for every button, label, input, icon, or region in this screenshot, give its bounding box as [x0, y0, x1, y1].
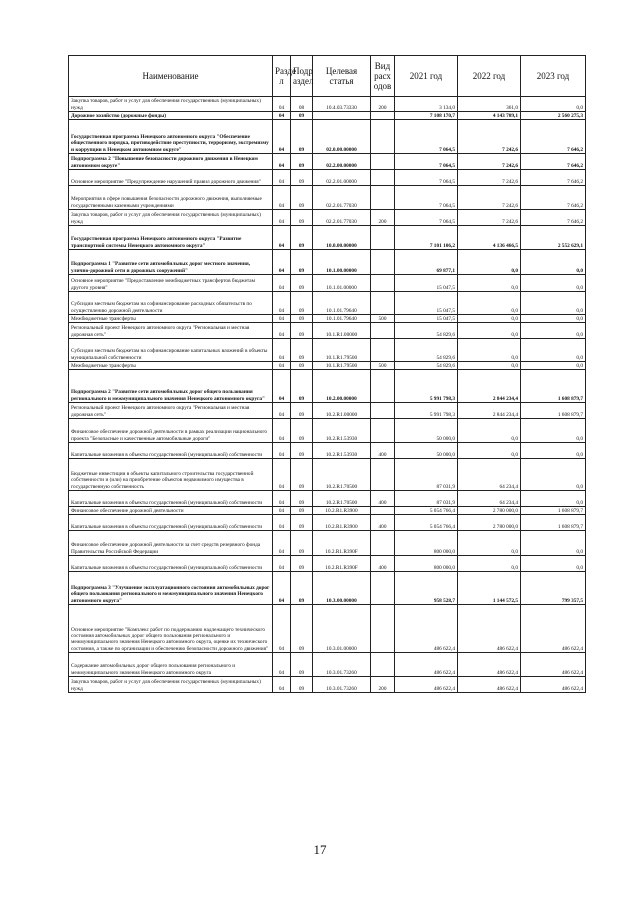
cell-2022: 0,0: [458, 315, 521, 323]
cell-2023: 0,0: [521, 556, 586, 572]
cell-2021: 50 000,0: [395, 443, 458, 459]
cell-expense-type: 400: [371, 515, 395, 531]
cell-name: Капитальные вложения в объекты государственной (муниципальной) собственности: [69, 443, 273, 459]
cell-2022: 486 622,4: [458, 653, 521, 677]
table-row: [69, 120, 586, 154]
cell-target-article: 10.3.01.00000: [313, 605, 371, 653]
cell-2021: 7 101 106,2: [395, 226, 458, 250]
cell-target-article: 10.1.01.79640: [313, 315, 371, 323]
cell-target-article: 10.3.01.73260: [313, 653, 371, 677]
cell-target-article: 02.2.01.00000: [313, 170, 371, 186]
cell-target-article: 10.1.R1.00000: [313, 323, 371, 339]
cell-razdel: 04: [273, 605, 291, 653]
cell-name: Государственная программа Ненецкого автономного округа "Обеспечение общественного порядка, противодействие преступности, терроризму, экстремизму и коррупции в Ненецком автономном округе": [69, 120, 273, 154]
cell-name: Основное мероприятие "Предупреждение нарушений правил дорожного движения": [69, 170, 273, 186]
header-expense-type: Вид расх одов: [371, 56, 395, 97]
cell-2023: 1 608 879,7: [521, 403, 586, 419]
cell-2021: 5 054 766,4: [395, 507, 458, 515]
cell-razdel: 04: [273, 370, 291, 403]
cell-2022: 7 242,6: [458, 186, 521, 210]
cell-podrazdel: 09: [291, 419, 313, 443]
cell-expense-type: 400: [371, 556, 395, 572]
cell-2021: 15 047,5: [395, 292, 458, 315]
cell-razdel: 04: [273, 170, 291, 186]
cell-expense-type: [371, 531, 395, 556]
cell-razdel: 04: [273, 677, 291, 693]
cell-2023: 2 552 629,1: [521, 226, 586, 250]
cell-podrazdel: 09: [291, 323, 313, 339]
cell-2021: 5 991 798,3: [395, 403, 458, 419]
cell-expense-type: [371, 459, 395, 491]
cell-2021: 87 031,9: [395, 459, 458, 491]
cell-razdel: 04: [273, 531, 291, 556]
cell-2021: 7 064,5: [395, 120, 458, 154]
cell-name: Содержание автомобильных дорог общего пользования регионального и межмуниципального значения Ненецкого автономного округа: [69, 653, 273, 677]
cell-2023: 0,0: [521, 531, 586, 556]
cell-2021: 486 622,4: [395, 605, 458, 653]
table-row: [69, 370, 586, 403]
cell-name: Бюджетные инвестиции в объекты капитального строительства государственной собственности и (или) на приобретение объектов недвижимого имущества в государственную собственность: [69, 459, 273, 491]
cell-2023: 0,0: [521, 97, 586, 112]
cell-expense-type: 400: [371, 443, 395, 459]
cell-target-article: 10.1.01.00000: [313, 275, 371, 292]
cell-2023: 1 608 879,7: [521, 370, 586, 403]
cell-expense-type: 500: [371, 362, 395, 370]
table-row: [69, 556, 586, 572]
cell-target-article: 10.2.R1.53930: [313, 419, 371, 443]
cell-razdel: 04: [273, 323, 291, 339]
cell-2021: 958 528,7: [395, 572, 458, 605]
cell-2021: 54 829,6: [395, 362, 458, 370]
cell-razdel: 04: [273, 403, 291, 419]
cell-2023: 2 560 275,3: [521, 112, 586, 120]
cell-2022: 7 242,6: [458, 210, 521, 226]
cell-expense-type: [371, 572, 395, 605]
cell-2023: 7 646,2: [521, 186, 586, 210]
table-row: [69, 507, 586, 515]
table-body: [69, 97, 586, 693]
cell-podrazdel: 09: [291, 120, 313, 154]
cell-2023: 0,0: [521, 339, 586, 362]
cell-2022: 7 242,6: [458, 154, 521, 170]
header-name: Наименование: [69, 56, 273, 97]
table-row: [69, 170, 586, 186]
header-target-article: Целевая статья: [313, 56, 371, 97]
cell-2021: 486 622,4: [395, 677, 458, 693]
cell-2021: 5 991 798,3: [395, 370, 458, 403]
header-razdel: Разде л: [273, 56, 291, 97]
cell-2023: 0,0: [521, 443, 586, 459]
cell-podrazdel: 09: [291, 210, 313, 226]
cell-name: Субсидии местным бюджетам на софинансирование капитальных вложений в объекты муниципальной собственности: [69, 339, 273, 362]
table-row: [69, 531, 586, 556]
cell-2022: 0,0: [458, 556, 521, 572]
cell-name: Финансовое обеспечение дорожной деятельности в рамках реализации национального проекта "Безопасные и качественные автомобильные дороги": [69, 419, 273, 443]
cell-name: Региональный проект Ненецкого автономного округа "Региональная и местная дорожная сеть": [69, 323, 273, 339]
cell-2023: 0,0: [521, 315, 586, 323]
table-row: [69, 275, 586, 292]
header-year-2022: 2022 год: [458, 56, 521, 97]
cell-podrazdel: 09: [291, 507, 313, 515]
cell-razdel: 04: [273, 507, 291, 515]
cell-razdel: 04: [273, 653, 291, 677]
cell-2022: 0,0: [458, 250, 521, 275]
cell-2021: 50 000,0: [395, 419, 458, 443]
cell-name: Основное мероприятие "Предоставление межбюджетных трансфертов бюджетам другого уровня": [69, 275, 273, 292]
cell-2022: 64 234,4: [458, 459, 521, 491]
table-row: [69, 97, 586, 112]
cell-podrazdel: 09: [291, 459, 313, 491]
cell-target-article: 02.2.01.77030: [313, 186, 371, 210]
table-row: [69, 250, 586, 275]
cell-expense-type: [371, 339, 395, 362]
cell-name: Капитальные вложения в объекты государственной (муниципальной) собственности: [69, 556, 273, 572]
table-row: [69, 323, 586, 339]
cell-razdel: 04: [273, 186, 291, 210]
cell-2022: 7 242,6: [458, 120, 521, 154]
cell-2023: 486 622,4: [521, 677, 586, 693]
table-row: [69, 362, 586, 370]
header-year-2021: 2021 год: [395, 56, 458, 97]
cell-2022: 486 622,4: [458, 605, 521, 653]
cell-2021: 54 829,6: [395, 339, 458, 362]
cell-name: Межбюджетные трансферты: [69, 362, 273, 370]
cell-name: Мероприятия в сфере повышения безопасности дорожного движения, выполняемые государственными казенными учреждениями: [69, 186, 273, 210]
cell-expense-type: [371, 403, 395, 419]
cell-podrazdel: 09: [291, 403, 313, 419]
cell-2022: 4 143 709,1: [458, 112, 521, 120]
cell-podrazdel: 09: [291, 653, 313, 677]
table-row: [69, 339, 586, 362]
cell-name: Межбюджетные трансферты: [69, 315, 273, 323]
cell-podrazdel: 09: [291, 362, 313, 370]
cell-target-article: 10.3.01.73260: [313, 677, 371, 693]
cell-target-article: 02.0.00.00000: [313, 120, 371, 154]
cell-2021: 5 054 766,4: [395, 515, 458, 531]
cell-expense-type: [371, 653, 395, 677]
cell-podrazdel: 09: [291, 170, 313, 186]
cell-podrazdel: 09: [291, 275, 313, 292]
cell-2021: 800 000,0: [395, 531, 458, 556]
cell-razdel: 04: [273, 459, 291, 491]
cell-podrazdel: 09: [291, 250, 313, 275]
cell-razdel: 04: [273, 515, 291, 531]
table-row: [69, 515, 586, 531]
cell-2022: 2 844 234,4: [458, 403, 521, 419]
cell-2021: 69 877,1: [395, 250, 458, 275]
table-row: [69, 210, 586, 226]
cell-2022: 7 242,6: [458, 170, 521, 186]
cell-2021: 15 047,5: [395, 315, 458, 323]
cell-2021: 7 108 170,7: [395, 112, 458, 120]
cell-target-article: 10.1.01.79640: [313, 292, 371, 315]
cell-target-article: 10.1.R1.79500: [313, 339, 371, 362]
cell-2023: 799 357,5: [521, 572, 586, 605]
cell-target-article: 10.2.R1.R390F: [313, 531, 371, 556]
cell-razdel: 04: [273, 112, 291, 120]
cell-2023: 0,0: [521, 275, 586, 292]
cell-2022: 0,0: [458, 323, 521, 339]
cell-2021: 486 622,4: [395, 653, 458, 677]
cell-target-article: 10.4.03.73330: [313, 97, 371, 112]
cell-expense-type: 200: [371, 97, 395, 112]
cell-2021: 7 064,5: [395, 186, 458, 210]
cell-expense-type: [371, 323, 395, 339]
cell-expense-type: [371, 226, 395, 250]
header-year-2023: 2023 год: [521, 56, 586, 97]
cell-2022: 2 780 000,0: [458, 507, 521, 515]
cell-2023: 0,0: [521, 292, 586, 315]
cell-name: Дорожное хозяйство (дорожные фонды): [69, 112, 273, 120]
cell-2022: 0,0: [458, 531, 521, 556]
cell-razdel: 04: [273, 362, 291, 370]
cell-podrazdel: 09: [291, 186, 313, 210]
cell-target-article: 02.2.01.77030: [313, 210, 371, 226]
cell-expense-type: 200: [371, 210, 395, 226]
cell-razdel: 04: [273, 443, 291, 459]
cell-2023: 0,0: [521, 459, 586, 491]
cell-2021: 87 031,9: [395, 491, 458, 507]
cell-razdel: 04: [273, 226, 291, 250]
cell-name: Капитальные вложения в объекты государственной (муниципальной) собственности: [69, 515, 273, 531]
cell-2023: 0,0: [521, 323, 586, 339]
cell-razdel: 04: [273, 556, 291, 572]
header-podrazdel: Подр аздел: [291, 56, 313, 97]
cell-target-article: 10.2.R1.R3900: [313, 507, 371, 515]
cell-name: Основное мероприятие "Комплекс работ по поддержанию надлежащего технического состояния автомобильных дорог общего пользования регионального и межмуниципального значения Ненецкого автономного округа, оценке их технического состояния, а также по организации и обеспечению безопасности дорожного движения": [69, 605, 273, 653]
cell-2023: 7 646,2: [521, 210, 586, 226]
cell-expense-type: 500: [371, 315, 395, 323]
cell-razdel: 04: [273, 419, 291, 443]
cell-2022: 4 136 466,5: [458, 226, 521, 250]
cell-target-article: 10.2.R1.R3900: [313, 515, 371, 531]
cell-podrazdel: 09: [291, 154, 313, 170]
cell-2023: 1 608 879,7: [521, 507, 586, 515]
cell-podrazdel: 09: [291, 605, 313, 653]
cell-2022: 486 622,4: [458, 677, 521, 693]
cell-podrazdel: 09: [291, 556, 313, 572]
cell-name: Финансовое обеспечение дорожной деятельности за счет средств резервного фонда Правительства Российской Федерации: [69, 531, 273, 556]
table-row: [69, 443, 586, 459]
table-row: [69, 459, 586, 491]
cell-name: Государственная программа Ненецкого автономного округа "Развитие транспортной системы Ненецкого автономного округа": [69, 226, 273, 250]
cell-expense-type: [371, 250, 395, 275]
cell-podrazdel: 09: [291, 491, 313, 507]
cell-target-article: 10.2.R1.70500: [313, 491, 371, 507]
cell-2023: 7 646,2: [521, 120, 586, 154]
cell-2022: 0,0: [458, 362, 521, 370]
cell-2021: 800 000,0: [395, 556, 458, 572]
cell-target-article: 10.2.R1.70500: [313, 459, 371, 491]
cell-name: Закупка товаров, работ и услуг для обеспечения государственных (муниципальных) нужд: [69, 97, 273, 112]
cell-2022: 2 780 000,0: [458, 515, 521, 531]
cell-expense-type: [371, 154, 395, 170]
cell-razdel: 04: [273, 210, 291, 226]
cell-target-article: 02.2.00.00000: [313, 154, 371, 170]
cell-razdel: 04: [273, 120, 291, 154]
cell-2022: 0,0: [458, 339, 521, 362]
cell-2022: 1 144 572,5: [458, 572, 521, 605]
cell-podrazdel: 09: [291, 677, 313, 693]
cell-2022: 0,0: [458, 443, 521, 459]
cell-target-article: 10.2.R1.00000: [313, 403, 371, 419]
cell-expense-type: [371, 170, 395, 186]
cell-expense-type: [371, 370, 395, 403]
cell-name: Субсидии местным бюджетам на софинансирование расходных обязательств по осуществлению дорожной деятельности: [69, 292, 273, 315]
page-number: 17: [313, 842, 327, 857]
table-row: [69, 186, 586, 210]
table-row: [69, 154, 586, 170]
cell-2023: 486 622,4: [521, 653, 586, 677]
cell-2023: 1 608 879,7: [521, 515, 586, 531]
table-row: [69, 605, 586, 653]
cell-razdel: 04: [273, 491, 291, 507]
cell-name: Подпрограмма 2 "Развитие сети автомобильных дорог общего пользования регионального и межмуниципального значения Ненецкого автономного округа": [69, 370, 273, 403]
cell-expense-type: 400: [371, 491, 395, 507]
cell-razdel: 04: [273, 292, 291, 315]
cell-razdel: 04: [273, 315, 291, 323]
table-row: [69, 653, 586, 677]
cell-2023: 0,0: [521, 250, 586, 275]
cell-podrazdel: 08: [291, 97, 313, 112]
cell-target-article: 10.1.00.00000: [313, 250, 371, 275]
table-row: [69, 226, 586, 250]
cell-podrazdel: 09: [291, 315, 313, 323]
cell-2021: 7 064,5: [395, 154, 458, 170]
cell-razdel: 04: [273, 250, 291, 275]
table-row: [69, 403, 586, 419]
cell-name: Подпрограмма 2 "Повышение безопасности дорожного движения в Ненецком автономном округе": [69, 154, 273, 170]
cell-podrazdel: 09: [291, 226, 313, 250]
cell-name: Закупка товаров, работ и услуг для обеспечения государственных (муниципальных) нужд: [69, 677, 273, 693]
cell-2021: 7 064,5: [395, 170, 458, 186]
cell-razdel: 04: [273, 154, 291, 170]
cell-2022: 64 234,4: [458, 491, 521, 507]
table-row: [69, 112, 586, 120]
cell-razdel: 04: [273, 339, 291, 362]
cell-podrazdel: 09: [291, 572, 313, 605]
table-row: [69, 315, 586, 323]
cell-2023: 7 646,2: [521, 154, 586, 170]
cell-expense-type: [371, 507, 395, 515]
cell-podrazdel: 09: [291, 531, 313, 556]
cell-target-article: 10.1.R1.79500: [313, 362, 371, 370]
cell-target-article: 10.2.00.00000: [313, 370, 371, 403]
cell-podrazdel: 09: [291, 515, 313, 531]
cell-expense-type: [371, 275, 395, 292]
cell-2022: 0,0: [458, 419, 521, 443]
table-row: [69, 491, 586, 507]
cell-target-article: [313, 112, 371, 120]
table-row: [69, 677, 586, 693]
cell-razdel: 04: [273, 275, 291, 292]
cell-podrazdel: 09: [291, 443, 313, 459]
cell-target-article: 10.0.00.00000: [313, 226, 371, 250]
cell-expense-type: [371, 186, 395, 210]
cell-expense-type: [371, 605, 395, 653]
cell-name: Региональный проект Ненецкого автономного округа "Региональная и местная дорожная сеть": [69, 403, 273, 419]
cell-name: Финансовое обеспечение дорожной деятельности: [69, 507, 273, 515]
cell-2023: 7 646,2: [521, 170, 586, 186]
cell-2022: 361,0: [458, 97, 521, 112]
cell-2022: 2 844 234,4: [458, 370, 521, 403]
budget-table: [68, 55, 586, 693]
cell-podrazdel: 09: [291, 292, 313, 315]
table-header-row: [69, 56, 586, 97]
cell-target-article: 10.2.R1.53930: [313, 443, 371, 459]
cell-razdel: 04: [273, 572, 291, 605]
cell-expense-type: [371, 112, 395, 120]
cell-2021: 7 064,5: [395, 210, 458, 226]
table-row: [69, 572, 586, 605]
cell-podrazdel: 09: [291, 112, 313, 120]
cell-2021: 54 829,6: [395, 323, 458, 339]
cell-expense-type: [371, 292, 395, 315]
cell-target-article: 10.3.00.00000: [313, 572, 371, 605]
cell-expense-type: [371, 120, 395, 154]
cell-podrazdel: 09: [291, 370, 313, 403]
cell-name: Подпрограмма 3 "Улучшение эксплуатационного состояния автомобильных дорог общего пользования регионального и межмуниципального значения Ненецкого автономного округа": [69, 572, 273, 605]
cell-2023: 486 622,4: [521, 605, 586, 653]
cell-2022: 0,0: [458, 275, 521, 292]
cell-podrazdel: 09: [291, 339, 313, 362]
cell-name: Подпрограмма 1 "Развитие сети автомобильных дорог местного значения, улично-дорожной сети и дорожных сооружений": [69, 250, 273, 275]
cell-2023: 0,0: [521, 362, 586, 370]
cell-name: Капитальные вложения в объекты государственной (муниципальной) собственности: [69, 491, 273, 507]
cell-2021: 15 047,5: [395, 275, 458, 292]
cell-2023: 0,0: [521, 491, 586, 507]
cell-name: Закупка товаров, работ и услуг для обеспечения государственных (муниципальных) нужд: [69, 210, 273, 226]
cell-2022: 0,0: [458, 292, 521, 315]
table-row: [69, 419, 586, 443]
cell-expense-type: [371, 419, 395, 443]
cell-expense-type: 200: [371, 677, 395, 693]
cell-razdel: 04: [273, 97, 291, 112]
table-row: [69, 292, 586, 315]
cell-2023: 0,0: [521, 419, 586, 443]
cell-target-article: 10.2.R1.R390F: [313, 556, 371, 572]
cell-2021: 3 134,0: [395, 97, 458, 112]
